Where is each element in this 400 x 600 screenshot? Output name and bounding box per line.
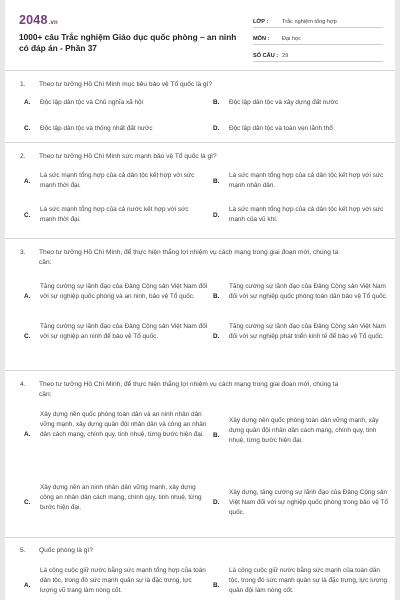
meta-row-class <box>253 13 383 28</box>
option-text: Là sức mạnh tổng hợp của cả dân tộc kết hợp với sức mạnh nhân dân. <box>229 172 384 189</box>
option-d[interactable] <box>213 124 388 134</box>
option-letter: C. <box>24 333 31 340</box>
question-prompt: Theo tư tưởng Hồ Chí Minh sức mạnh bảo vệ Tổ quốc là gì? <box>39 153 217 160</box>
option-c[interactable] <box>24 483 209 523</box>
option-text: Độc lập dân tộc và toàn vẹn lãnh thổ <box>229 125 333 132</box>
option-letter: A. <box>24 582 31 589</box>
meta-value: 29 <box>282 53 289 59</box>
option-text: Tăng cường sự lãnh đạo của Đảng Cộng sản Việt Nam đối với sự nghiệp quốc phòng và an ninh, bảo vệ Tổ quốc. <box>40 283 208 300</box>
option-text: Xây dựng nền quốc phòng toàn dân vững mạnh, xây dựng quân đội nhân dân cách mạng, chính quy, tinh nhuệ, từng bước hiện đại. <box>229 417 379 444</box>
document-header <box>5 0 395 70</box>
option-text: Là sức mạnh tổng hợp của cả nước kết hợp với sức mạnh thời đại. <box>40 206 189 223</box>
option-c[interactable] <box>24 124 209 134</box>
option-letter: C. <box>24 499 31 506</box>
option-text: Tăng cường sự lãnh đạo của Đảng Cộng sản Việt Nam đối với sự nghiệp phát triển kinh tế để bảo vệ Tổ quốc. <box>229 323 386 340</box>
meta-label: SỐ CÂU : <box>253 53 279 59</box>
option-b[interactable] <box>213 566 388 600</box>
option-b[interactable] <box>213 98 388 108</box>
option-text: Xây dựng, tăng cường sự lãnh đạo của Đảng Cộng sản Việt Nam đối với sự nghiệp quốc phòng trong bảo vệ Tổ quốc. <box>229 489 388 516</box>
section-divider <box>5 142 395 143</box>
section-divider <box>5 238 395 239</box>
meta-value: Đại học <box>282 36 301 42</box>
question-5 <box>20 546 390 594</box>
option-letter: B. <box>213 582 220 589</box>
option-b[interactable] <box>213 171 388 193</box>
option-letter: A. <box>24 431 31 438</box>
document-meta <box>253 13 383 62</box>
option-text: Tăng cường sự lãnh đạo của Đảng Cộng sản Việt Nam đối với sự nghiệp an ninh để bảo vệ Tổ quốc. <box>40 323 208 340</box>
document-page <box>5 0 395 600</box>
question-4 <box>20 380 390 516</box>
option-letter: A. <box>24 99 31 106</box>
question-prompt: Theo tư tưởng Hồ Chí Minh, để thực hiện thắng lợi nhiệm vụ cách mạng trong giai đoạn mới, chúng ta cần: <box>39 249 339 266</box>
question-text <box>20 248 390 267</box>
option-letter: D. <box>213 212 220 219</box>
meta-value: Trắc nghiệm tổng hợp <box>282 19 337 25</box>
meta-row-count <box>253 47 383 62</box>
option-text: Xây dựng nền an ninh nhân dân vững mạnh, xây dựng công an nhân dân cách mạng, chính quy, tinh nhuệ, từng bước hiện đại. <box>40 484 202 511</box>
option-c[interactable] <box>24 205 204 227</box>
option-letter: D. <box>213 125 220 132</box>
meta-label: LỚP : <box>253 19 269 25</box>
option-text: Là sức mạnh tổng hợp của cả dân tộc kết hợp với sức mạnh thời đại. <box>40 172 195 189</box>
question-number: 5. <box>20 547 26 554</box>
question-text <box>20 380 390 399</box>
option-letter: A. <box>24 293 31 300</box>
option-d[interactable] <box>213 205 388 227</box>
question-number: 1. <box>20 81 26 88</box>
question-text <box>20 152 390 162</box>
site-logo[interactable] <box>19 13 58 27</box>
option-text: Độc lập dân tộc và Chủ nghĩa xã hội <box>40 99 144 106</box>
option-text: Xây dựng nền quốc phòng toàn dân và an ninh nhân dân vững mạnh, xây dựng quân đội nhân dân và công an nhân dân cách mạng, chính quy, tinh nhuệ, từng bước hiện đại. <box>40 411 207 438</box>
section-divider <box>5 370 395 371</box>
option-letter: A. <box>24 178 31 185</box>
option-letter: D. <box>213 499 220 506</box>
option-a[interactable] <box>24 171 204 193</box>
option-b[interactable] <box>213 282 388 312</box>
option-letter: B. <box>213 178 220 185</box>
section-divider <box>5 70 395 71</box>
option-text: Là sức mạnh tổng hợp của cả dân tộc kết hợp với sức mạnh của vũ khí. <box>229 206 384 223</box>
question-number: 2. <box>20 153 26 160</box>
question-number: 4. <box>20 381 26 388</box>
question-text <box>20 546 390 556</box>
option-d[interactable] <box>213 488 388 518</box>
option-text: Độc lập dân tộc và xây dựng đất nước <box>229 99 339 106</box>
document-title: 1000+ câu Trắc nghiệm Giáo dục quốc phòng – an ninh có đáp án - Phần 37 <box>19 32 237 53</box>
option-text: Là công cuộc giữ nước bằng sức mạnh của toàn dân tộc, trong đó sức mạnh quân sự là đặc trưng, lực lượng quân đội làm nòng cốt. <box>229 567 388 594</box>
option-text: Tăng cường sự lãnh đạo của Đảng Cộng sản Việt Nam đối với sự nghiệp quốc phòng toàn dân bảo vệ Tổ quốc. <box>229 283 388 300</box>
meta-label: MÔN : <box>253 36 270 42</box>
option-text: Là công cuộc giữ nước bằng sức mạnh tổng hợp của toàn dân tộc, trong đó sức mạnh quân sự là đặc trưng, lực lượng vũ trang làm nòng cốt. <box>40 567 206 594</box>
option-letter: B. <box>213 432 220 439</box>
option-letter: B. <box>213 293 220 300</box>
question-3 <box>20 248 390 340</box>
logo-sub: .vn <box>48 20 58 26</box>
question-prompt: Theo tư tưởng Hồ Chí Minh mục tiêu bảo vệ Tổ quốc là gì? <box>39 81 213 88</box>
option-letter: C. <box>24 212 31 219</box>
logo-main: 2048 <box>19 13 48 27</box>
option-a[interactable] <box>24 566 209 600</box>
meta-row-subject <box>253 30 383 45</box>
question-1 <box>20 80 390 132</box>
question-prompt: Theo tư tưởng Hồ Chí Minh, để thực hiện thắng lợi nhiệm vụ cách mạng trong giai đoạn mới, chúng ta cần: <box>39 381 339 398</box>
option-a[interactable] <box>24 282 209 312</box>
option-a[interactable] <box>24 98 204 108</box>
option-letter: C. <box>24 125 31 132</box>
option-letter: B. <box>213 99 220 106</box>
option-b[interactable] <box>213 416 388 456</box>
question-2 <box>20 152 390 223</box>
option-a[interactable] <box>24 410 209 460</box>
question-text <box>20 80 390 90</box>
question-prompt: Quốc phòng là gì? <box>39 547 93 554</box>
option-text: Độc lập dân tộc và thống nhất đất nước <box>40 125 153 132</box>
option-d[interactable] <box>213 322 388 352</box>
option-c[interactable] <box>24 322 209 352</box>
question-number: 3. <box>20 249 26 256</box>
option-letter: D. <box>213 333 220 340</box>
section-divider <box>5 537 395 538</box>
